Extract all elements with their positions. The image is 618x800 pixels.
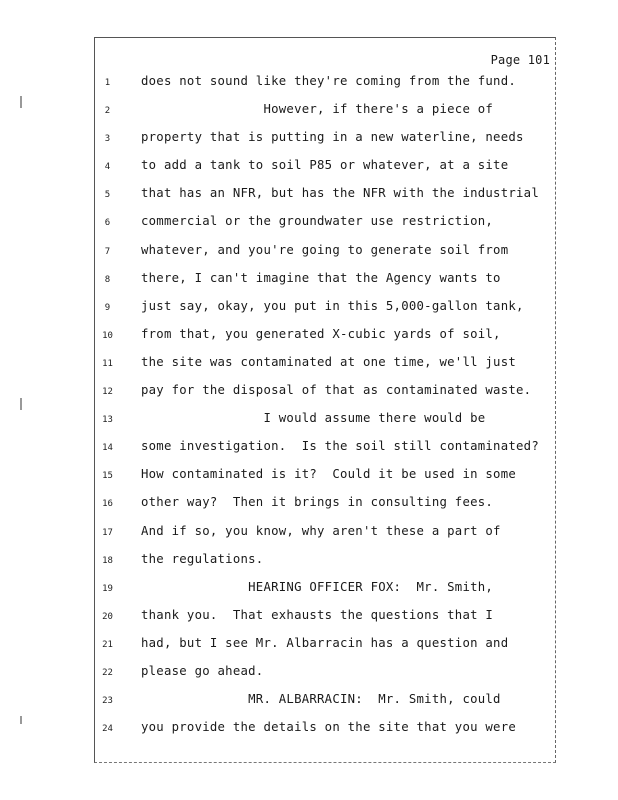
line-text: the site was contaminated at one time, we'll just [141,354,517,369]
line-text: whatever, and you're going to generate soil from [141,242,509,257]
line-text: just say, okay, you put in this 5,000-gallon tank, [141,298,524,313]
transcript-line [95,214,555,242]
line-text: pay for the disposal of that as contaminated waste. [141,383,532,398]
line-text: MR. ALBARRACIN: Mr. Smith, could [141,692,501,707]
line-text: How contaminated is it? Could it be used in some [141,467,517,482]
line-text: had, but I see Mr. Albarracin has a question and [141,635,509,650]
transcript-line [95,243,555,271]
line-number: 15 [102,471,113,482]
transcript-line [95,271,555,299]
transcript-line [95,411,555,439]
line-text: there, I can't imagine that the Agency wants to [141,270,501,285]
transcript-line [95,467,555,495]
line-number: 8 [104,274,111,285]
line-number: 4 [104,162,111,173]
transcript-line [95,74,555,102]
line-number: 14 [102,443,113,454]
line-text: commercial or the groundwater use restriction, [141,214,494,229]
line-number: 7 [104,246,111,257]
line-text: property that is putting in a new waterline, needs [141,130,524,145]
line-text: from that, you generated X-cubic yards of soil, [141,326,501,341]
line-number: 16 [102,499,113,510]
line-text: some investigation. Is the soil still contaminated? [141,439,539,454]
margin-mark [20,398,22,410]
transcript-line [95,158,555,186]
line-number: 24 [102,724,113,735]
line-number: 20 [102,611,113,622]
line-text: However, if there's a piece of [141,102,494,117]
line-number: 19 [102,583,113,594]
line-number: 23 [102,696,113,707]
transcript-page [94,37,556,763]
line-text: thank you. That exhausts the questions that I [141,607,494,622]
line-text: that has an NFR, but has the NFR with the industrial [141,186,539,201]
transcript-line [95,495,555,523]
margin-mark [20,96,22,108]
line-number: 9 [104,302,111,313]
line-text: please go ahead. [141,663,264,678]
transcript-line [95,608,555,636]
line-number: 1 [104,78,111,88]
transcript-line [95,720,555,748]
line-number: 11 [102,358,113,369]
line-text: does not sound like they're coming from the fund. [141,74,517,88]
transcript-line [95,102,555,130]
line-number: 6 [104,218,111,229]
line-number: 21 [102,639,113,650]
page-number: Page 101 [490,53,550,67]
transcript-line [95,580,555,608]
line-number: 3 [104,134,111,145]
transcript-line [95,130,555,158]
transcript-line [95,186,555,214]
transcript-line [95,636,555,664]
line-text: to add a tank to soil P85 or whatever, at a site [141,158,509,173]
transcript-line [95,327,555,355]
line-text: you provide the details on the site that you were [141,720,517,735]
transcript-line [95,664,555,692]
line-number: 12 [102,387,113,398]
line-number: 22 [102,667,113,678]
line-text: HEARING OFFICER FOX: Mr. Smith, [141,579,494,594]
line-number: 18 [102,555,113,566]
line-number: 13 [102,415,113,426]
line-text: And if so, you know, why aren't these a part of [141,523,501,538]
transcript-line [95,439,555,467]
line-number: 5 [104,190,111,201]
line-number: 2 [104,106,111,117]
line-number: 17 [102,527,113,538]
transcript-body [95,74,555,748]
line-text: the regulations. [141,551,264,566]
line-text: other way? Then it brings in consulting fees. [141,495,494,510]
margin-mark [20,716,22,724]
transcript-line [95,692,555,720]
line-text: I would assume there would be [141,411,486,426]
line-number: 10 [102,330,113,341]
transcript-line [95,383,555,411]
transcript-line [95,355,555,383]
transcript-line [95,552,555,580]
transcript-line [95,524,555,552]
transcript-line [95,299,555,327]
